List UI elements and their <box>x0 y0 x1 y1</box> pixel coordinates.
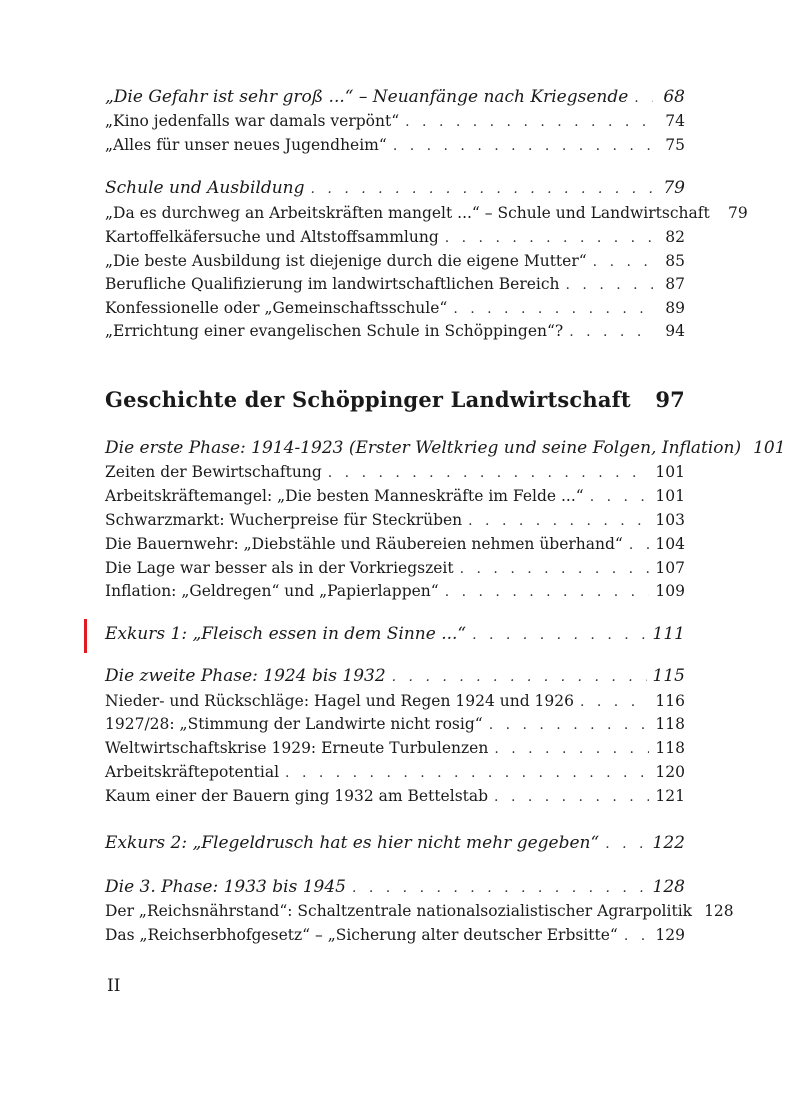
toc-entry[interactable] <box>105 533 685 556</box>
toc-page-number: 82 <box>665 228 685 246</box>
toc-leader-dots <box>494 738 649 760</box>
toc-entry[interactable] <box>105 737 685 760</box>
toc-title: „Errichtung einer evangelischen Schule in Schöppingen“? <box>105 322 564 340</box>
toc-title: Die erste Phase: 1914-1923 (Erster Weltkrieg und seine Folgen, Inflation) <box>105 438 742 458</box>
toc-entry[interactable] <box>105 785 685 808</box>
toc-leader-dots <box>566 274 653 296</box>
toc-chapter-heading[interactable] <box>105 389 685 411</box>
toc-title: „Die Gefahr ist sehr groß ...“ – Neuanfänge nach Kriegsende <box>105 87 629 107</box>
toc-title: 1927/28: „Stimmung der Landwirte nicht rosig“ <box>105 715 483 733</box>
toc-leader-dots <box>634 87 653 109</box>
toc-leader-dots <box>453 298 653 320</box>
toc-title: Die Lage war besser als in der Vorkriegszeit <box>105 559 454 577</box>
revision-marker <box>84 619 87 653</box>
toc-entry[interactable] <box>105 461 685 484</box>
toc-leader-dots <box>472 624 646 646</box>
toc-title: Arbeitskräftemangel: „Die besten Manneskräfte im Felde ...“ <box>105 487 584 505</box>
toc-page-number: 79 <box>728 204 748 222</box>
toc-leader-dots <box>445 227 653 249</box>
toc-title: Kartoffelkäfersuche und Altstoffsammlung <box>105 228 439 246</box>
toc-title: Die 3. Phase: 1933 bis 1945 <box>105 877 346 897</box>
toc-page-number: 118 <box>655 715 685 733</box>
toc-page-number: 104 <box>655 535 685 553</box>
toc-title: Schule und Ausbildung <box>105 178 305 198</box>
toc-leader-dots <box>328 462 650 484</box>
toc-entry[interactable] <box>105 690 685 713</box>
toc-section[interactable] <box>105 623 685 646</box>
toc-entry[interactable] <box>105 924 685 947</box>
toc-title: Weltwirtschaftskrise 1929: Erneute Turbulenzen <box>105 739 489 757</box>
toc-leader-dots <box>352 877 647 899</box>
toc-leader-dots <box>593 251 653 273</box>
toc-title: Der „Reichsnährstand“: Schaltzentrale nationalsozialistischer Agrarpolitik <box>105 902 693 920</box>
toc-page-number: 94 <box>665 322 685 340</box>
toc-page-number: 101 <box>655 463 685 481</box>
toc-page-number: 79 <box>663 178 685 198</box>
toc-title: Nieder- und Rückschläge: Hagel und Regen 1924 und 1926 <box>105 692 574 710</box>
toc-leader-dots <box>285 762 649 784</box>
toc-title: Kaum einer der Bauern ging 1932 am Bettelstab <box>105 787 489 805</box>
toc-title: „Alles für unser neues Jugendheim“ <box>105 136 387 154</box>
toc-entry[interactable] <box>105 297 685 320</box>
toc-entry[interactable] <box>105 250 685 273</box>
toc-title: Die Bauernwehr: „Diebstähle und Räubereien nehmen überhand“ <box>105 535 623 553</box>
toc-page-number: 101 <box>655 487 685 505</box>
toc-title: Inflation: „Geldregen“ und „Papierlappen“ <box>105 582 439 600</box>
toc-entry[interactable] <box>105 713 685 736</box>
toc-section[interactable] <box>105 437 786 460</box>
toc-page-number: 128 <box>704 902 734 920</box>
toc-leader-dots <box>624 925 650 947</box>
toc-page-number: 128 <box>652 877 685 897</box>
toc-page-number: 111 <box>652 624 685 644</box>
toc-section[interactable] <box>105 177 685 200</box>
toc-leader-dots <box>590 486 650 508</box>
toc-section[interactable] <box>105 876 685 899</box>
toc-page-number: 75 <box>665 136 685 154</box>
toc-leader-dots <box>460 558 650 580</box>
toc-entry[interactable] <box>105 226 685 249</box>
toc-title: „Die beste Ausbildung ist diejenige durch die eigene Mutter“ <box>105 252 587 270</box>
toc-entry[interactable] <box>105 761 685 784</box>
toc-title: „Da es durchweg an Arbeitskräften mangelt ...“ – Schule und Landwirtschaft <box>105 204 710 222</box>
toc-title: Geschichte der Schöppinger Landwirtschaft <box>105 387 631 412</box>
toc-page-number: 115 <box>652 666 685 686</box>
toc-section[interactable] <box>105 832 685 855</box>
toc-page-number: 87 <box>665 275 685 293</box>
toc-title: Arbeitskräftepotential <box>105 763 280 781</box>
toc-entry[interactable] <box>105 900 734 923</box>
toc-leader-dots <box>569 321 653 343</box>
toc-entry[interactable] <box>105 485 685 508</box>
toc-page-number: 97 <box>655 387 685 412</box>
toc-leader-dots <box>311 178 653 200</box>
toc-leader-dots <box>489 714 650 736</box>
toc-page-number: 120 <box>655 763 685 781</box>
toc-page-number: 68 <box>663 87 685 107</box>
toc-page-number: 109 <box>655 582 685 600</box>
toc-page-number: 122 <box>652 833 685 853</box>
toc-entry[interactable] <box>105 134 685 157</box>
toc-title: Exkurs 1: „Fleisch essen in dem Sinne ...“ <box>105 624 467 644</box>
toc-section[interactable] <box>105 86 685 109</box>
toc-title: Schwarzmarkt: Wucherpreise für Steckrüben <box>105 511 463 529</box>
toc-leader-dots <box>468 510 649 532</box>
toc-page-number: 121 <box>655 787 685 805</box>
toc-entry[interactable] <box>105 509 685 532</box>
toc-entry[interactable] <box>105 202 748 225</box>
toc-page-number: 129 <box>655 926 685 944</box>
toc-title: Die zweite Phase: 1924 bis 1932 <box>105 666 386 686</box>
toc-title: „Kino jedenfalls war damals verpönt“ <box>105 112 400 130</box>
toc-title: Konfessionelle oder „Gemeinschaftsschule“ <box>105 299 448 317</box>
toc-entry[interactable] <box>105 320 685 343</box>
toc-page-number: 101 <box>753 438 786 458</box>
toc-entry[interactable] <box>105 580 685 603</box>
toc-leader-dots <box>445 581 650 603</box>
toc-title: Zeiten der Bewirtschaftung <box>105 463 322 481</box>
toc-entry[interactable] <box>105 110 685 133</box>
toc-page-number: 103 <box>655 511 685 529</box>
toc-entry[interactable] <box>105 557 685 580</box>
toc-page-number: 107 <box>655 559 685 577</box>
toc-entry[interactable] <box>105 273 685 296</box>
toc-title: Das „Reichserbhofgesetz“ – „Sicherung alter deutscher Erbsitte“ <box>105 926 618 944</box>
toc-leader-dots <box>580 691 649 713</box>
toc-leader-dots <box>605 833 646 855</box>
toc-page-number: 118 <box>655 739 685 757</box>
toc-title: Exkurs 2: „Flegeldrusch hat es hier nicht mehr gegeben“ <box>105 833 600 853</box>
toc-section[interactable] <box>105 665 685 688</box>
toc-leader-dots <box>494 786 649 808</box>
toc-page-number: 89 <box>665 299 685 317</box>
toc-page-number: 85 <box>665 252 685 270</box>
toc-leader-dots <box>393 135 653 157</box>
toc-leader-dots <box>629 534 650 556</box>
toc-leader-dots <box>392 666 647 688</box>
page-number: II <box>107 976 121 996</box>
toc-page-number: 116 <box>655 692 685 710</box>
toc-title: Berufliche Qualifizierung im landwirtschaftlichen Bereich <box>105 275 560 293</box>
toc-page-number: 74 <box>665 112 685 130</box>
toc-leader-dots <box>405 111 653 133</box>
